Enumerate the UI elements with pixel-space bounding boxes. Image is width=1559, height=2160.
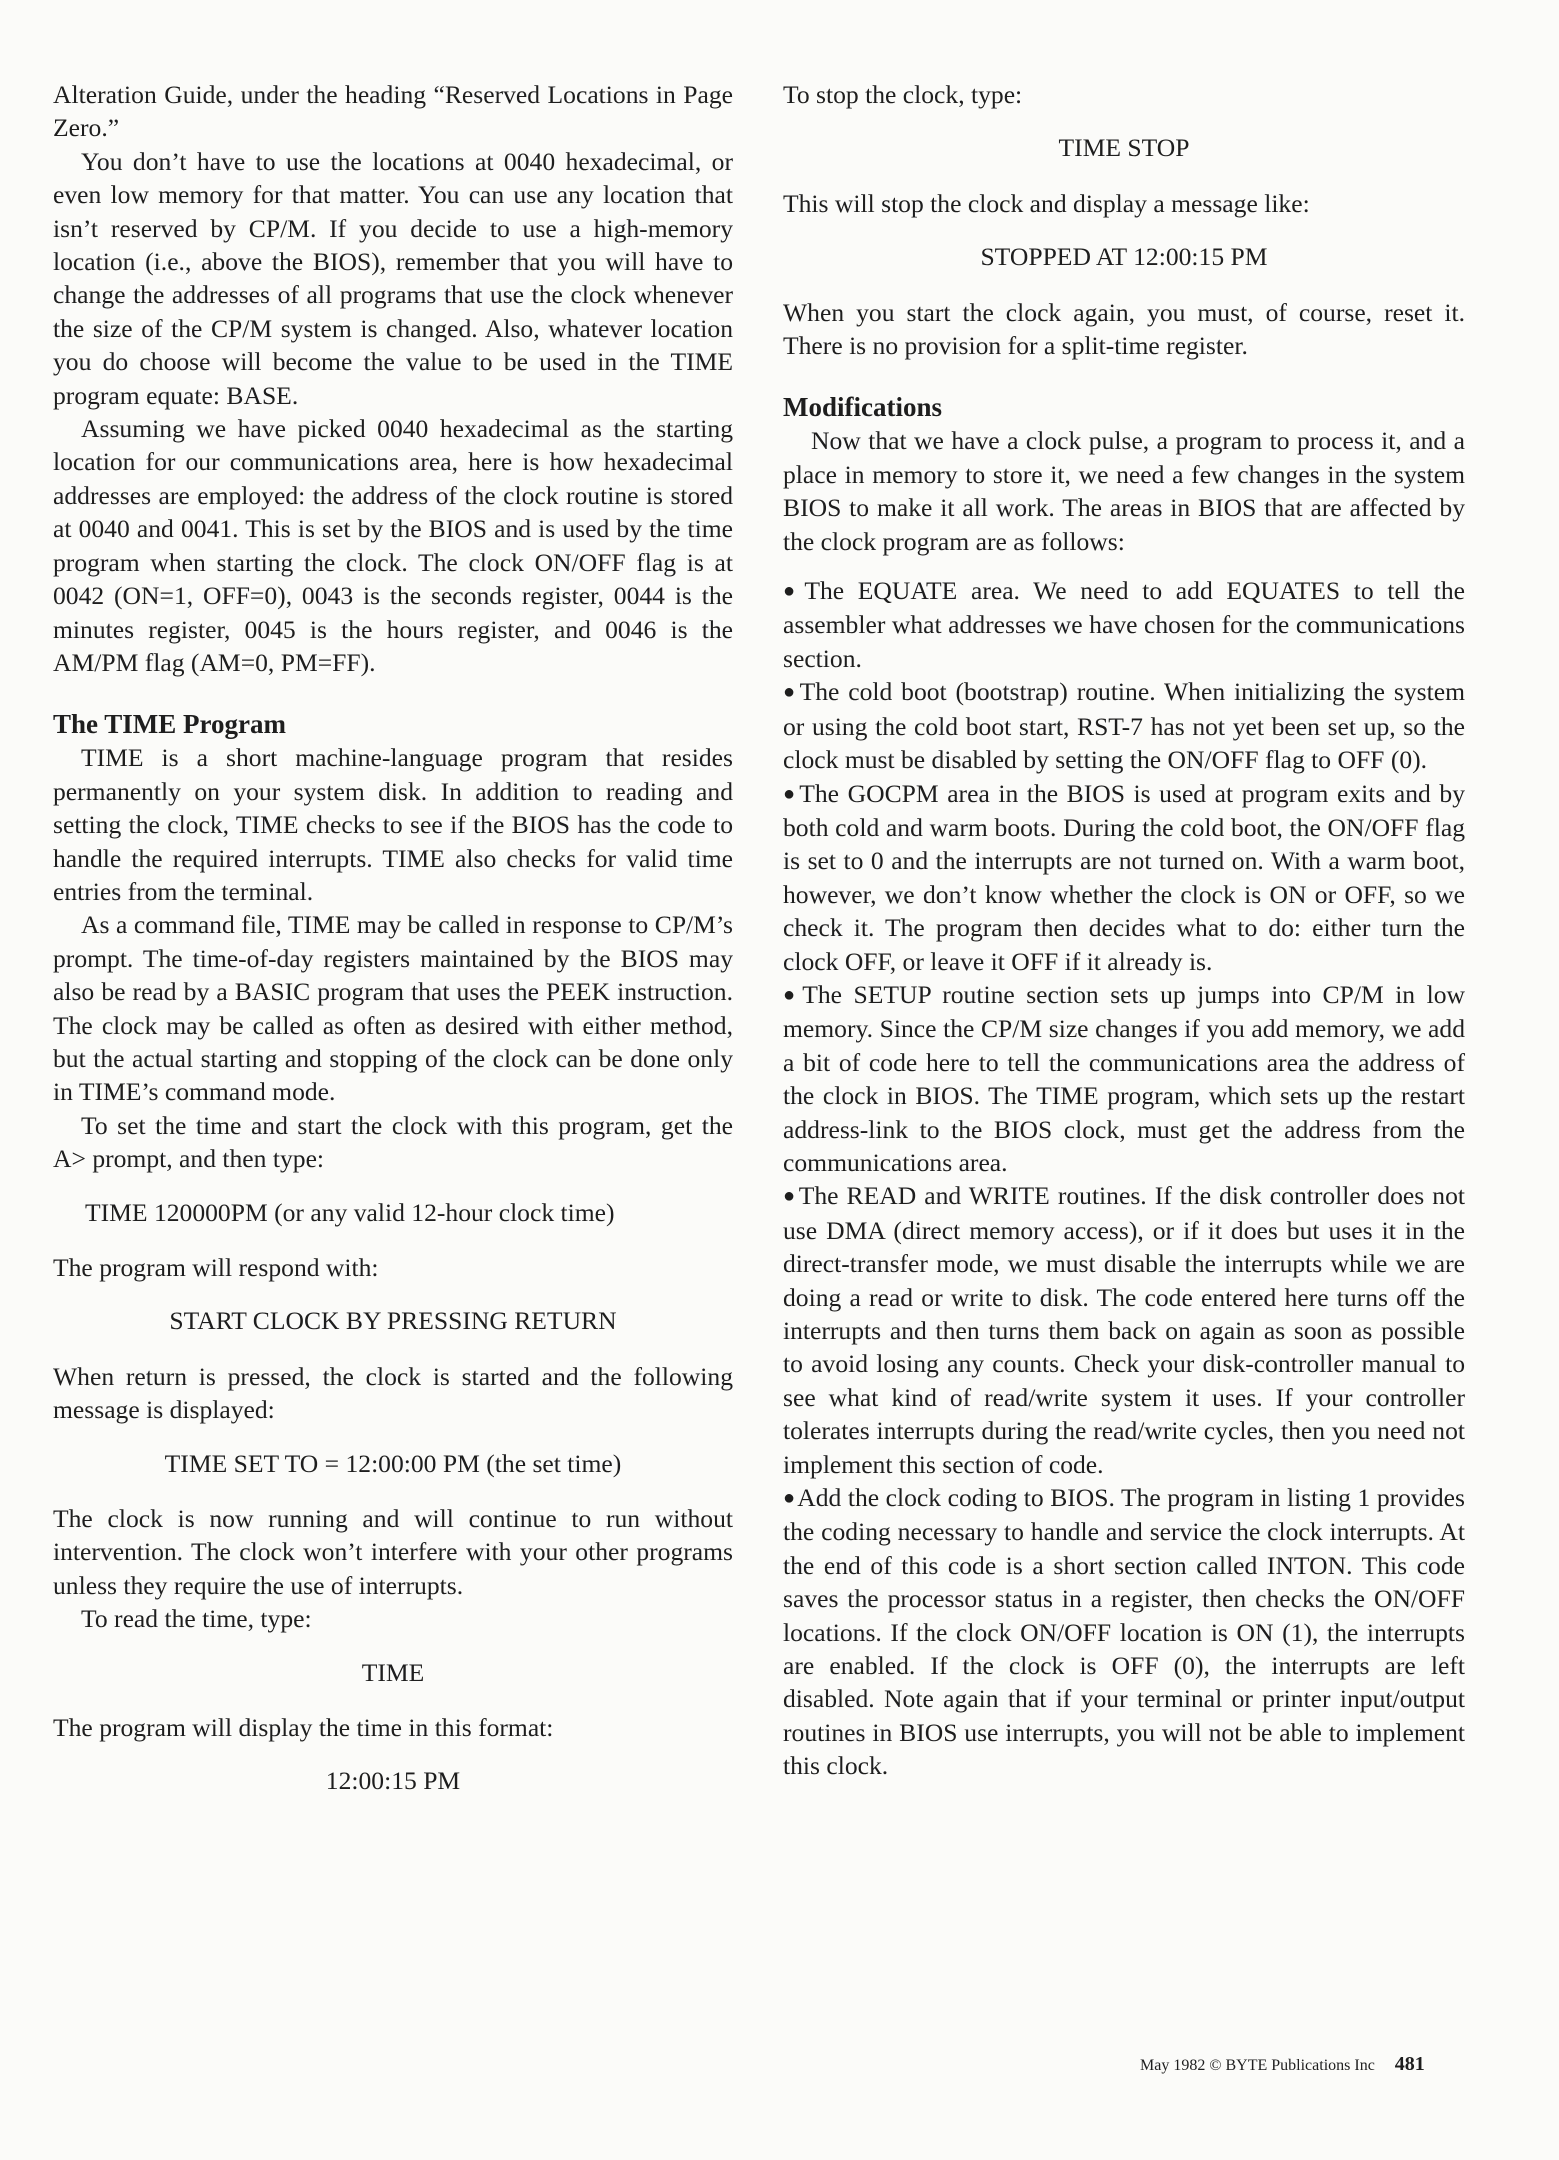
paragraph: Assuming we have picked 0040 hexadecimal as the starting location for our communications area, here is how hexadecimal addresses are employed: the address of the clock routine is stored at 0040 and 0041. This is set by the BIOS and is used by the time program when starting the clock. The clock ON/OFF flag is at 0042 (ON=1, OFF=0), 0043 is the seconds register, 0044 is the minutes register, 0045 is the hours register, and 0046 is the AM/PM flag (AM=0, PM=FF). [53,414,733,677]
paragraph: To stop the clock, type: [783,80,1023,109]
bullet-item [783,978,1465,1179]
bullet-text: Add the clock coding to BIOS. The program in listing 1 provides the coding necessary to handle and service the clock interrupts. At the end of this code is a short section called INTON. This code saves the processor status in a register, then checks the ON/OFF locations. If the clock ON/OFF location is ON (1), the interrupts are enabled. If the clock is OFF (0), the interrupts are left disabled. Note again that if your terminal or printer input/output routines in BIOS use interrupts, you will not be able to implement this clock. [783,1483,1465,1781]
footer-credit: May 1982 © BYTE Publications Inc [1140,2057,1375,2074]
page-footer [1140,2053,1500,2076]
bullet-text: The GOCPM area in the BIOS is used at program exits and by both cold and warm boots. During the cold boot, the ON/OFF flag is set to 0 and the interrupts are not turned on. With a warm boot, however, we don’t know whether the clock is ON or OFF, so we check it. The program then decides what to do: either turn the clock OFF, or leave it OFF if it already is. [783,778,1465,976]
paragraph: The program will display the time in this format: [53,1713,554,1743]
bullet-text: The READ and WRITE routines. If the disk controller does not use DMA (direct memory access), or if it does but uses it in the direct-transfer mode, we must disable the interrupts while we are doing a read or write to disk. The code entered here turns off the interrupts and then turns them back on again as soon as possible to avoid losing any counts. Check your disk-controller manual to see what kind of read/write system it uses. If your controller tolerates interrupts during the read/write cycles, then you need not implement this section of code. [783,1181,1465,1479]
paragraph: As a command file, TIME may be called in response to CP/M’s prompt. The time-of-day registers maintained by the BIOS may also be read by a BASIC program that uses the PEEK instruction. The clock may be called as often as desired with either method, but the actual starting and stopping of the clock can be done only in TIME’s command mode. [53,910,733,1107]
command-example: TIME SET TO = 12:00:00 PM (the set time) [164,1448,622,1478]
bullet-icon: ● [783,1185,797,1208]
bullet-text: The EQUATE area. We need to add EQUATES to tell the assembler what addresses we have chosen for the communications section. [783,576,1465,673]
bullet-item [783,777,1465,978]
bullet-icon: ● [783,681,798,704]
bullet-text: The SETUP routine section sets up jumps into CP/M in low memory. Since the CP/M size changes if you add memory, we add a bit of code here to tell the communications area the address of the clock in BIOS. The TIME program, which sets up the restart address-link to the BIOS clock, must get the address from the communications area. [783,979,1465,1177]
right-column [783,78,1465,1783]
command-example: TIME [361,1657,425,1687]
page-number: 481 [1394,2053,1425,2075]
command-example: 12:00:15 PM [325,1766,461,1796]
bullet-icon: ● [783,580,803,603]
bullet-text: The cold boot (bootstrap) routine. When initializing the system or using the cold boot start, RST-7 has not yet been set up, so the clock must be disabled by setting the ON/OFF flag to OFF (0). [783,677,1465,775]
left-column [53,78,733,1820]
command-example: TIME STOP [1058,133,1190,163]
paragraph: Alteration Guide, under the heading “Reserved Locations in Page Zero.” [53,80,733,143]
section-heading-modifications: Modifications [783,392,942,423]
paragraph: Now that we have a clock pulse, a program to process it, and a place in memory to store it, we need a few changes in the system BIOS to make it all work. The areas in BIOS that are affected by the clock program are as follows: [783,426,1465,556]
paragraph: The program will respond with: [53,1253,379,1282]
paragraph: You don’t have to use the locations at 0040 hexadecimal, or even low memory for that matter. You can use any location that isn’t reserved by CP/M. If you decide to use a high-memory location (i.e., above the BIOS), remember that you will have to change the addresses of all programs that use the clock whenever the size of the CP/M system is changed. Also, whatever location you do choose will become the value to be used in the TIME program equate: BASE. [53,146,733,410]
section-heading-time-program: The TIME Program [53,709,286,740]
paragraph: TIME is a short machine-language program that resides permanently on your system disk. In addition to reading and setting the clock, TIME checks to see if the BIOS has the code to handle the required interrupts. TIME also checks for valid time entries from the terminal. [53,743,733,906]
paragraph: This will stop the clock and display a message like: [783,188,1310,218]
bullet-icon: ● [783,983,801,1006]
bullet-icon: ● [783,1487,796,1510]
command-example: TIME 120000PM (or any valid 12-hour clock time) [85,1197,615,1227]
paragraph: When return is pressed, the clock is started and the following message is displayed: [53,1361,733,1425]
bullet-item [783,1481,1465,1783]
paragraph: To set the time and start the clock with this program, get the A> prompt, and then type: [53,1110,733,1174]
bullet-icon: ● [783,782,798,805]
command-example: STOPPED AT 12:00:15 PM [980,242,1268,272]
bullet-item [783,675,1465,776]
paragraph: The clock is now running and will continue to run without intervention. The clock won’t interfere with your other programs unless they require the use of interrupts. [53,1504,733,1600]
bullet-item [783,1179,1465,1481]
bullet-item [783,574,1465,675]
command-example: START CLOCK BY PRESSING RETURN [169,1306,617,1336]
paragraph: When you start the clock again, you must, of course, reset it. There is no provision for a split-time register. [783,297,1465,361]
paragraph: To read the time, type: [81,1604,312,1634]
